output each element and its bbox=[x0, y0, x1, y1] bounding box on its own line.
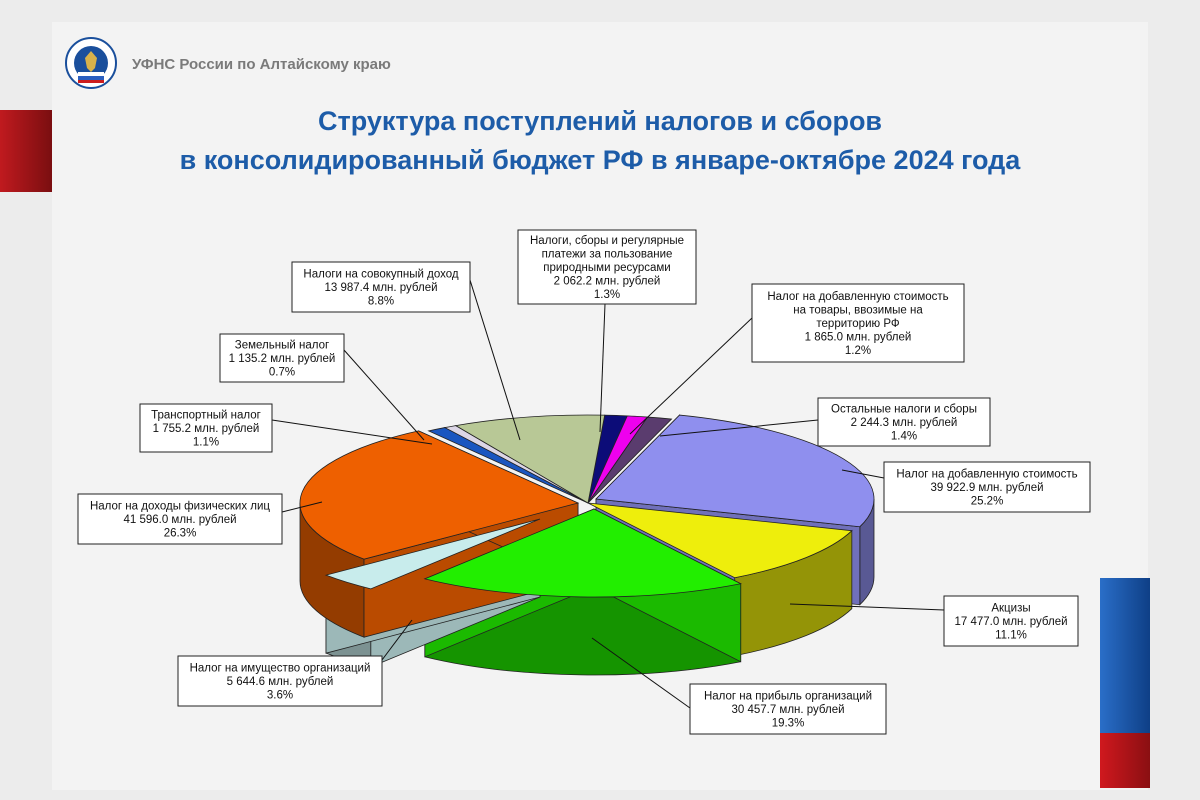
callout-text-8-0: Транспортный налог bbox=[151, 409, 261, 422]
callout-text-5-0: Налог на прибыль организаций bbox=[703, 690, 873, 703]
chart-title-line2: в консолидированный бюджет РФ в январе-октябре 2024 года bbox=[179, 145, 1021, 175]
callout-text-0-2: природными ресурсами bbox=[543, 262, 671, 274]
org-name: УФНС России по Алтайскому краю bbox=[132, 56, 391, 73]
callout-text-8-2: 1.1% bbox=[192, 436, 220, 449]
callout-text-0-0: Налоги, сборы и регулярные bbox=[530, 234, 684, 247]
chart-title-line1: Структура поступлений налогов и сборов bbox=[317, 106, 883, 136]
callout-text-2-1: 2 244.3 млн. рублей bbox=[850, 417, 958, 429]
leader-line-9 bbox=[344, 350, 424, 440]
callout-text-10-2: 8.8% bbox=[367, 295, 395, 308]
callout-text-9-1: 1 135.2 млн. рублей bbox=[228, 353, 336, 365]
callout-text-0-1: платежи за пользование bbox=[541, 248, 673, 261]
callout-text-6-2: 3.6% bbox=[266, 689, 294, 702]
callout-text-1-3: 1 865.0 млн. рублей bbox=[804, 331, 912, 344]
callout-text-4-1: 17 477.0 млн. рублей bbox=[954, 616, 1068, 628]
callout-text-2-0: Остальные налоги и сборы bbox=[831, 403, 977, 416]
callout-text-1-4: 1.2% bbox=[844, 345, 872, 358]
callout-text-2-2: 1.4% bbox=[890, 430, 918, 443]
callout-text-7-0: Налог на доходы физических лиц bbox=[89, 500, 271, 513]
callout-text-10-1: 13 987.4 млн. рублей bbox=[324, 282, 438, 294]
callout-text-0-3: 2 062.2 млн. рублей bbox=[553, 275, 661, 288]
leader-line-8 bbox=[272, 420, 432, 444]
callout-text-9-0: Земельный налог bbox=[234, 339, 330, 352]
callout-text-5-2: 19.3% bbox=[771, 717, 805, 730]
leader-line-0 bbox=[600, 304, 605, 432]
callout-text-7-1: 41 596.0 млн. рублей bbox=[123, 514, 237, 526]
callout-text-7-2: 26.3% bbox=[163, 527, 197, 540]
callout-text-1-0: Налог на добавленную стоимость bbox=[767, 290, 949, 303]
callout-text-3-0: Налог на добавленную стоимость bbox=[896, 468, 1078, 481]
callout-text-0-4: 1.3% bbox=[593, 289, 621, 302]
callout-text-1-1: на товары, ввозимые на bbox=[793, 304, 923, 317]
leader-line-10 bbox=[470, 280, 520, 440]
callout-text-10-0: Налоги на совокупный доход bbox=[303, 268, 459, 281]
callout-text-6-0: Налог на имущество организаций bbox=[189, 662, 371, 675]
callout-text-8-1: 1 755.2 млн. рублей bbox=[152, 423, 260, 435]
callout-text-6-1: 5 644.6 млн. рублей bbox=[226, 676, 334, 688]
callout-text-9-2: 0.7% bbox=[268, 366, 296, 379]
callout-text-4-0: Акцизы bbox=[991, 602, 1031, 615]
callout-text-3-1: 39 922.9 млн. рублей bbox=[930, 482, 1044, 494]
callout-text-5-1: 30 457.7 млн. рублей bbox=[731, 704, 845, 716]
callout-text-3-2: 25.2% bbox=[970, 495, 1004, 508]
callout-text-1-2: территорию РФ bbox=[816, 318, 900, 330]
callout-text-4-2: 11.1% bbox=[995, 629, 1027, 642]
